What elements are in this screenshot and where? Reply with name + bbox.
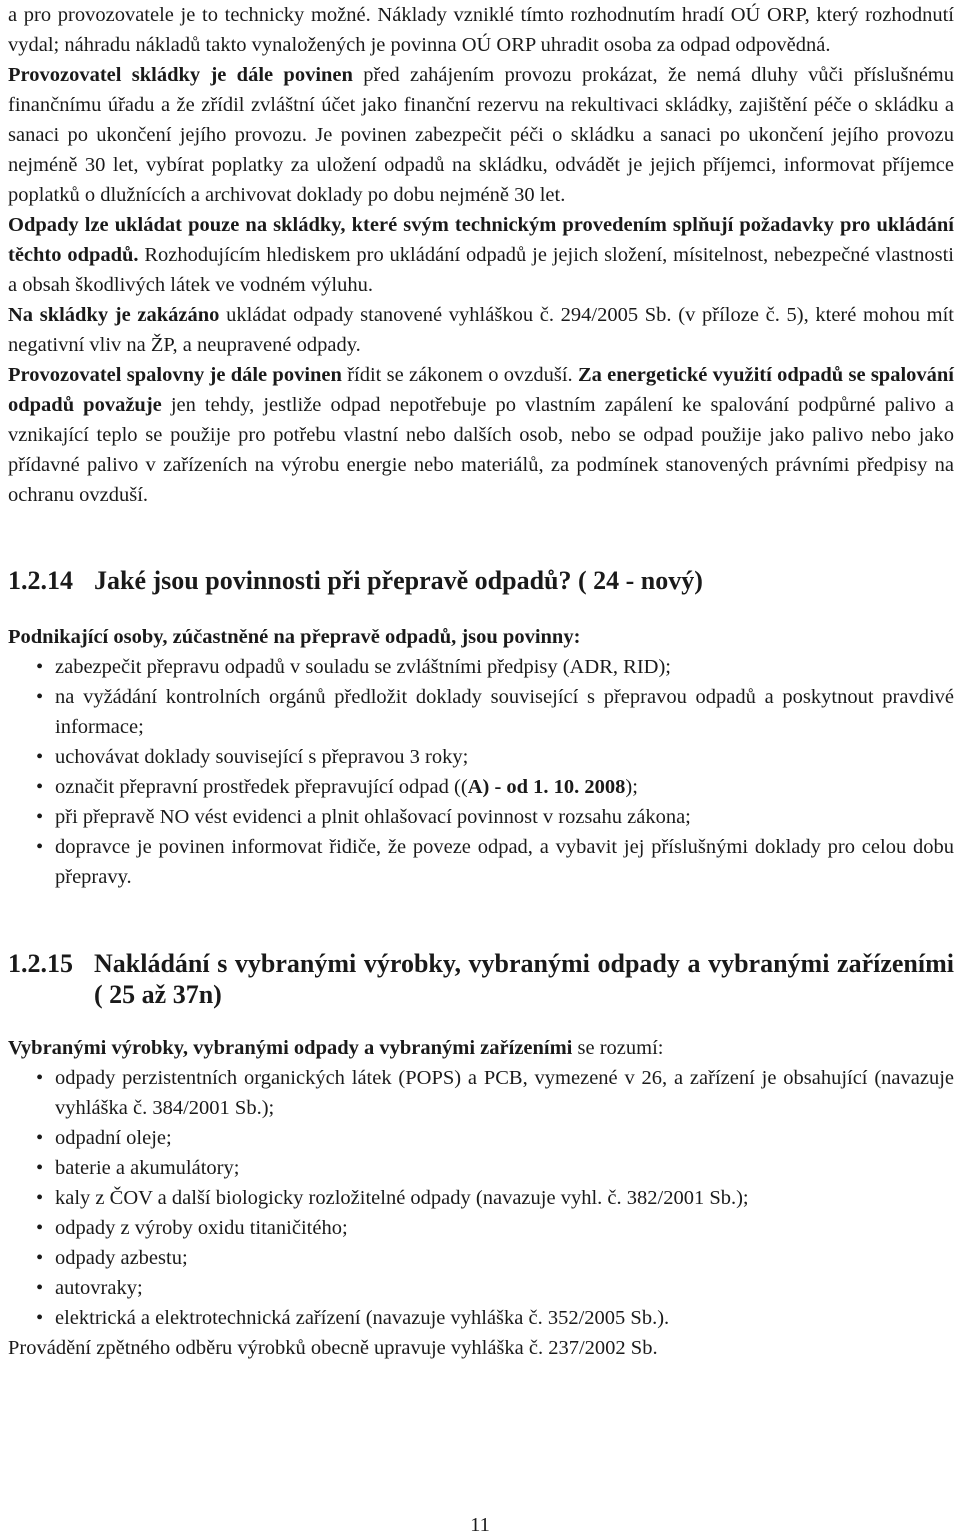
paragraph-incinerator: [8, 360, 954, 510]
list-item: • odpady z výroby oxidu titaničitého;: [8, 1213, 954, 1243]
section-15-closing: [8, 1333, 954, 1363]
list-item: • elektrická a elektrotechnická zařízení (navazuje vyhláška č. 352/2005 Sb.).: [8, 1303, 954, 1333]
list-item: • dopravce je povinen informovat řidiče, že poveze odpad, a vybavit jej příslušnými doklady pro celou dobu přepravy.: [8, 832, 954, 892]
incinerator-bold-1: Provozovatel spalovny je dále povinen: [8, 364, 342, 386]
transport-duties-list: [8, 652, 954, 892]
list-item: • autovraky;: [8, 1273, 954, 1303]
waste-landfill-text: Rozhodujícím hlediskem pro ukládání odpadů je jejich složení, mísitelnost, nebezpečné vlastnosti a obsah škodlivých látek ve vodném výluhu.: [8, 244, 954, 296]
section-15-lead-text: se rozumí:: [572, 1037, 664, 1059]
list-item-text: označit přepravní prostředek přepravující odpad ((: [55, 776, 468, 798]
list-item: • kaly z ČOV a další biologicky rozložitelné odpady (navazuje vyhl. č. 382/2001 Sb.);: [8, 1183, 954, 1213]
section-14-lead-bold: Podnikající osoby, zúčastněné na přepravě odpadů, jsou povinny:: [8, 626, 581, 648]
incinerator-bold-2: Za energetické využití odpadů se spalování odpadů považuje: [8, 364, 954, 416]
list-item: • uchovávat doklady související s přepravou 3 roky;: [8, 742, 954, 772]
list-item-text-end: );: [625, 776, 638, 798]
paragraph-landfill-operator: [8, 60, 954, 210]
selected-products-list: [8, 1063, 954, 1333]
section-number: 1.2.15: [8, 949, 73, 978]
incinerator-text-2: jen tehdy, jestliže odpad nepotřebuje po vlastním zapálení ke spalování podpůrné palivo a vznikající teplo se použije pro potřebu vlastní nebo dalších osob, nebo se odpad použije jako palivo nebo jako přídavné palivo v zařízeních na výrobu energie nebo materiálů, za podmínek stanovených právními předpisy na ochranu ovzduší.: [8, 394, 954, 506]
list-item: • baterie a akumulátory;: [8, 1153, 954, 1183]
section-title: Jaké jsou povinnosti při přepravě odpadů? ( 24 - nový): [94, 566, 703, 595]
waste-landfill-bold: Odpady lze ukládat pouze na skládky, které svým technickým provedením splňují požadavky pro ukládání těchto odpadů.: [8, 214, 954, 266]
incinerator-text-1: řídit se zákonem o ovzduší.: [341, 364, 578, 386]
list-item-bold: A) - od 1. 10. 2008: [467, 776, 626, 798]
landfill-operator-text: před zahájením provozu prokázat, že nemá dluhy vůči příslušnému finančnímu úřadu a že zřídil zvláštní účet jako finanční rezervu na rekultivaci skládky, zajištění péče o skládku a sanaci po ukončení jejího provozu. Je povinen zabezpečit péči o skládku a sanaci po ukončení jejího provozu nejméně 30 let, vybírat poplatky za uložení odpadů na skládku, odvádět je jejich příjemci, informovat příjemce poplatků o dlužnících a archivovat doklady po dobu nejméně 30 let.: [8, 64, 955, 206]
list-item: • odpady azbestu;: [8, 1243, 954, 1273]
list-item: • zabezpečit přepravu odpadů v souladu se zvláštními předpisy (ADR, RID);: [8, 652, 954, 682]
list-item: [8, 772, 954, 802]
section-15-lead-bold: Vybranými výrobky, vybranými odpady a vybranými zařízeními: [8, 1037, 573, 1059]
section-heading-1-2-15: [8, 948, 954, 1010]
page-number: 11: [470, 1514, 490, 1536]
paragraph-landfill-ban: [8, 300, 954, 360]
section-15-lead: [8, 1033, 954, 1063]
list-item: • odpadní oleje;: [8, 1123, 954, 1153]
list-item: • na vyžádání kontrolních orgánů předložit doklady související s přepravou odpadů a poskytnout pravdivé informace;: [8, 682, 954, 742]
section-heading-1-2-14: [8, 565, 954, 596]
landfill-ban-bold: Na skládky je zakázáno: [8, 304, 220, 326]
list-item: • při přepravě NO vést evidenci a plnit ohlašovací povinnost v rozsahu zákona;: [8, 802, 954, 832]
paragraph-intro-text: a pro provozovatele je to technicky možné. Náklady vzniklé tímto rozhodnutím hradí OÚ ORP, který rozhodnutí vydal; náhradu nákladů takto vynaložených je povinna OÚ ORP uhradit osoba za odpad odpovědná.: [8, 4, 954, 56]
paragraph-waste-landfill: [8, 210, 954, 300]
section-number: 1.2.14: [8, 566, 73, 595]
section-15-closing-text: Provádění zpětného odběru výrobků obecně upravuje vyhláška č. 237/2002 Sb.: [8, 1337, 658, 1359]
landfill-operator-bold: Provozovatel skládky je dále povinen: [8, 64, 353, 86]
section-14-lead: [8, 622, 954, 652]
landfill-ban-text: ukládat odpady stanovené vyhláškou č. 294/2005 Sb. (v příloze č. 5), které mohou mít negativní vliv na ŽP, a neupravené odpady.: [8, 304, 954, 356]
list-item: • odpady perzistentních organických látek (POPS) a PCB, vymezené v 26, a zařízení je obsahující (navazuje vyhláška č. 384/2001 Sb.);: [8, 1063, 954, 1123]
document-page: [8, 0, 954, 1363]
section-title: Nakládání s vybranými výrobky, vybranými odpady a vybranými zařízeními ( 25 až 37n): [94, 949, 954, 1009]
paragraph-intro: [8, 0, 954, 60]
